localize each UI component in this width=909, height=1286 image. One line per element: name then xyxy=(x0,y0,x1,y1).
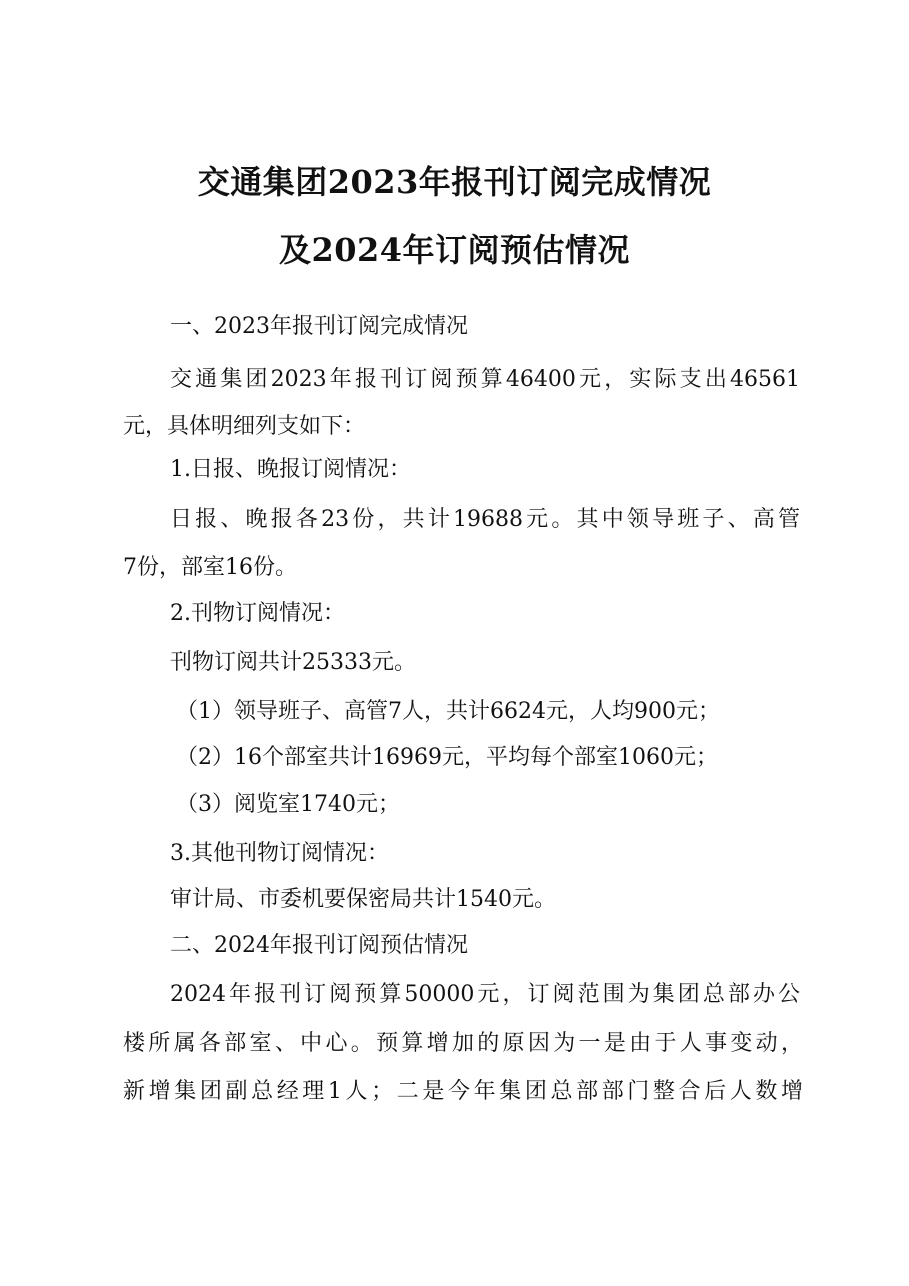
item-1-line-2: 7份，部室16份。 xyxy=(123,555,297,580)
section-2-heading: 二、2024年报刊订阅预估情况 xyxy=(170,933,468,958)
section-2-line-3: 新增集团副总经理1人；二是今年集团总部部门整合后人数增 xyxy=(123,1079,803,1104)
item-1-heading: 1.日报、晚报订阅情况： xyxy=(170,457,411,482)
section-1-heading: 一、2023年报刊订阅完成情况 xyxy=(170,314,468,339)
section-2-line-2: 楼所属各部室、中心。预算增加的原因为一是由于人事变动， xyxy=(123,1031,803,1056)
item-2-heading: 2.刊物订阅情况： xyxy=(170,601,345,626)
item-1-line-1: 日报、晚报各23份，共计19688元。其中领导班子、高管 xyxy=(170,507,800,532)
item-3-body: 审计局、市委机要保密局共计1540元。 xyxy=(170,887,556,912)
item-3-heading: 3.其他刊物订阅情况： xyxy=(170,841,389,866)
section-1-intro-line-2: 元，具体明细列支如下： xyxy=(123,414,366,439)
item-2-sub-3: （3）阅览室1740元； xyxy=(176,792,400,817)
document-title-line-1: 交通集团2023年报刊订阅完成情况 xyxy=(197,163,712,201)
item-2-body: 刊物订阅共计25333元。 xyxy=(170,650,416,675)
section-2-line-1: 2024年报刊订阅预算50000元，订阅范围为集团总部办公 xyxy=(170,982,800,1007)
section-1-intro-line-1: 交通集团2023年报刊订阅预算46400元，实际支出46561 xyxy=(170,367,800,392)
item-2-sub-1: （1）领导班子、高管7人，共计6624元，人均900元； xyxy=(176,699,720,724)
item-2-sub-2: （2）16个部室共计16969元，平均每个部室1060元； xyxy=(176,745,718,770)
document-title-line-2: 及2024年订阅预估情况 xyxy=(278,231,631,269)
